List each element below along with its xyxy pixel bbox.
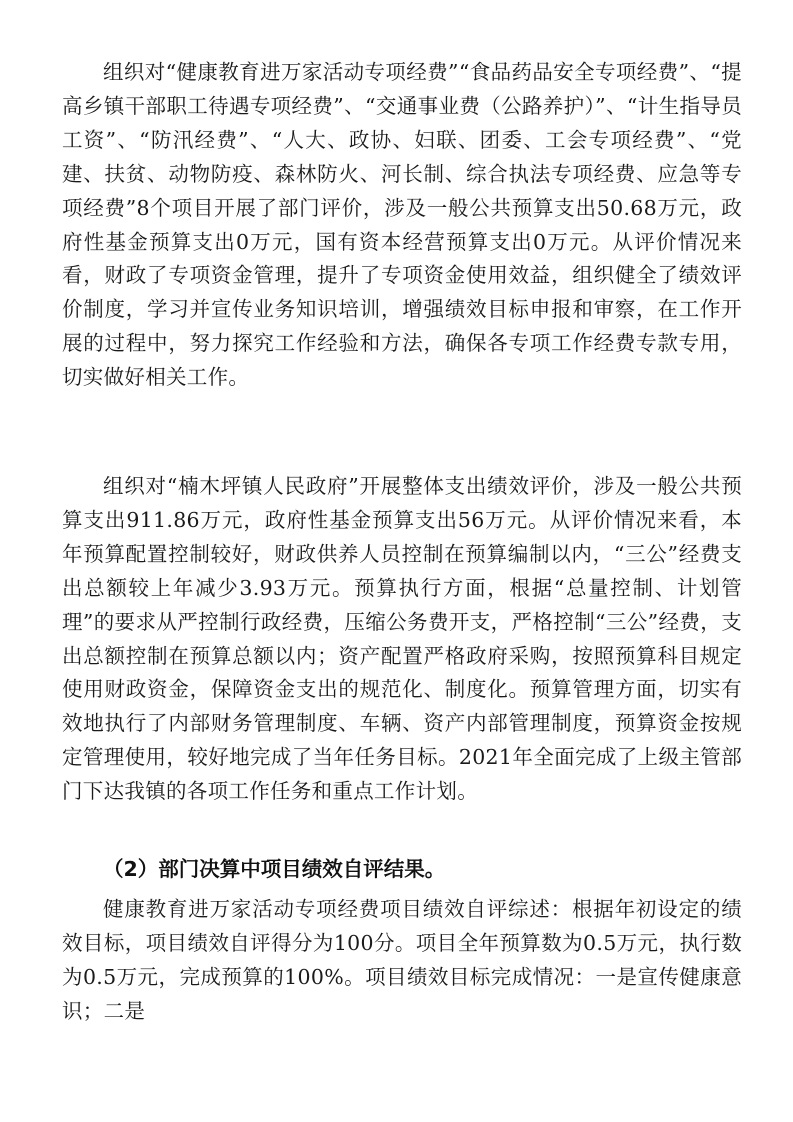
- body-paragraph: 组织对“楠木坪镇人民政府”开展整体支出绩效评价，涉及一般公共预算支出911.86万元，政府性基金预算支出56万元。从评价情况来看，本年预算配置控制较好，财政供养人员控制在预算编制以内，“三公”经费支出总额较上年减少3.93万元。预算执行方面，根据“总量控制、计划管理”的要求从严控制行政经费，压缩公务费开支，严格控制“三公”经费，支出总额控制在预算总额以内；资产配置严格政府采购，按照预算科目规定使用财政资金，保障资金支出的规范化、制度化。预算管理方面，切实有效地执行了内部财务管理制度、车辆、资产内部管理制度，预算资金按规定管理使用，较好地完成了当年任务目标。2021年全面完成了上级主管部门下达我镇的各项工作任务和重点工作计划。: [62, 474, 742, 804]
- body-paragraph: 健康教育进万家活动专项经费项目绩效自评综述：根据年初设定的绩效目标，项目绩效自评得分为100分。项目全年预算数为0.5万元，执行数为0.5万元，完成预算的100%。项目绩效目标完成情况：一是宣传健康意识；二是: [62, 897, 742, 1023]
- section-heading: （2）部门决算中项目绩效自评结果。: [103, 857, 446, 881]
- body-paragraph: 组织对“健康教育进万家活动专项经费”“食品药品安全专项经费”、“提高乡镇干部职工待遇专项经费”、“交通事业费（公路养护）”、“计生指导员工资”、“防汛经费”、“人大、政协、妇联、团委、工会专项经费”、“党建、扶贫、动物防疫、森林防火、河长制、综合执法专项经费、应急等专项经费”8个项目开展了部门评价，涉及一般公共预算支出50.68万元，政府性基金预算支出0万元，国有资本经营预算支出0万元。从评价情况来看，财政了专项资金管理，提升了专项资金使用效益，组织健全了绩效评价制度，学习并宣传业务知识培训，增强绩效目标申报和审察，在工作开展的过程中，努力探究工作经验和方法，确保各专项工作经费专款专用，切实做好相关工作。: [62, 60, 742, 390]
